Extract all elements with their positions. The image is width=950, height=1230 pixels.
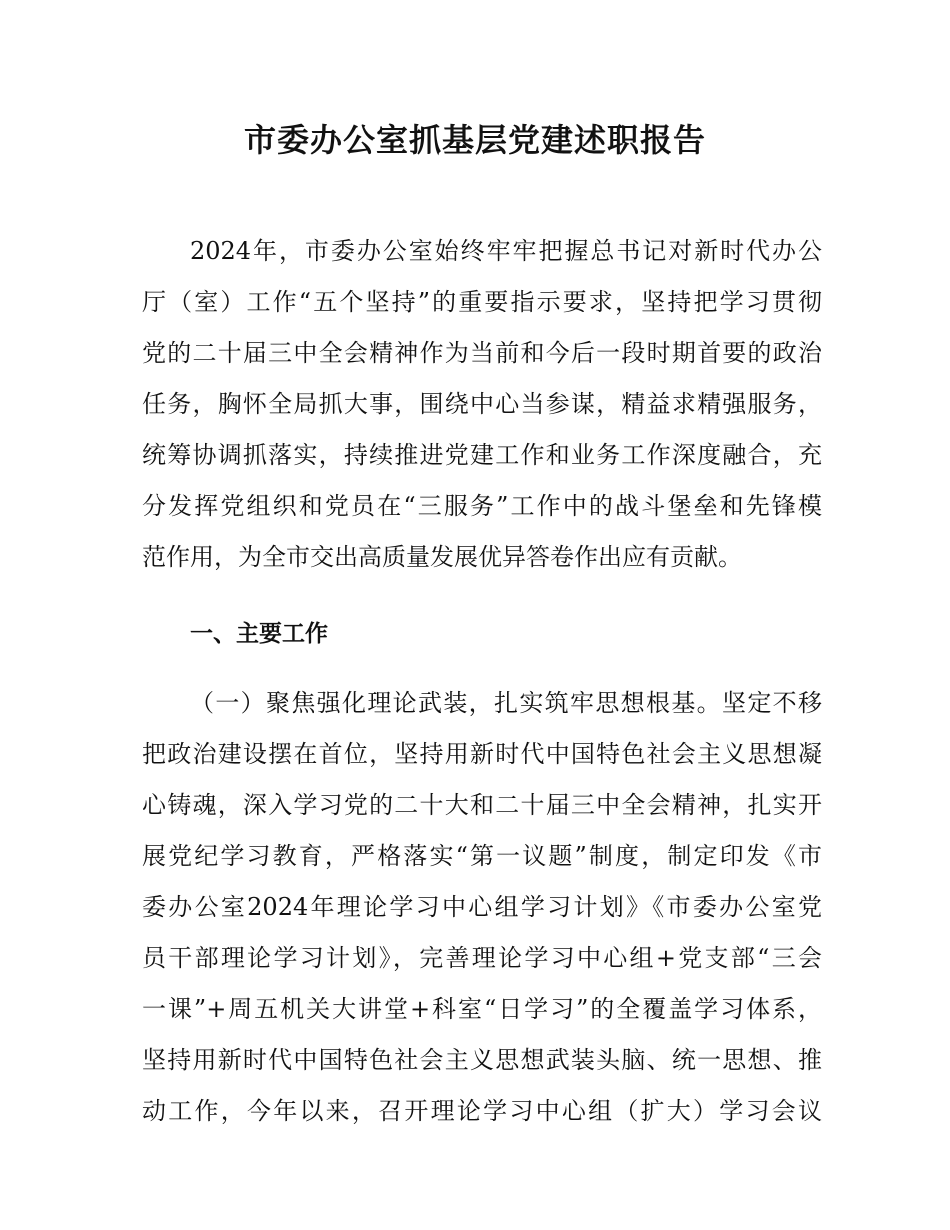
paragraph-line: 党的二十届三中全会精神作为当前和今后一段时期首要的政治 (142, 339, 822, 367)
paragraph-line: 展党纪学习教育，严格落实“第一议题”制度，制定印发《市 (142, 842, 822, 870)
paragraph-line: 一课”+周五机关大讲堂+科室“日学习”的全覆盖学习体系， (142, 995, 822, 1023)
section-heading: 一、主要工作 (190, 621, 328, 647)
paragraph-line: 委办公室2024年理论学习中心组学习计划》《市委办公室党 (142, 893, 822, 921)
paragraph-line: 2024年，市委办公室始终牢牢把握总书记对新时代办公 (190, 237, 822, 265)
paragraph-line: 分发挥党组织和党员在“三服务”工作中的战斗堡垒和先锋模 (142, 492, 822, 520)
paragraph-line: 坚持用新时代中国特色社会主义思想武装头脑、统一思想、推 (142, 1046, 822, 1074)
paragraph-line: 厅（室）工作“五个坚持”的重要指示要求，坚持把学习贯彻 (142, 288, 822, 316)
paragraph-line: （一）聚焦强化理论武装，扎实筑牢思想根基。坚定不移 (190, 689, 822, 717)
paragraph-line: 员干部理论学习计划》，完善理论学习中心组+党支部“三会 (142, 944, 822, 972)
document-title: 市委办公室抓基层党建述职报告 (243, 121, 706, 159)
paragraph-line: 范作用，为全市交出高质量发展优异答卷作出应有贡献。 (142, 543, 742, 571)
paragraph-line: 统筹协调抓落实，持续推进党建工作和业务工作深度融合，充 (142, 441, 822, 469)
paragraph-line: 任务，胸怀全局抓大事，围绕中心当参谋，精益求精强服务， (142, 390, 822, 418)
paragraph-line: 心铸魂，深入学习党的二十大和二十届三中全会精神，扎实开 (142, 791, 822, 819)
paragraph-line: 把政治建设摆在首位，坚持用新时代中国特色社会主义思想凝 (142, 740, 822, 768)
paragraph-line: 动工作，今年以来，召开理论学习中心组（扩大）学习会议 (142, 1097, 822, 1125)
